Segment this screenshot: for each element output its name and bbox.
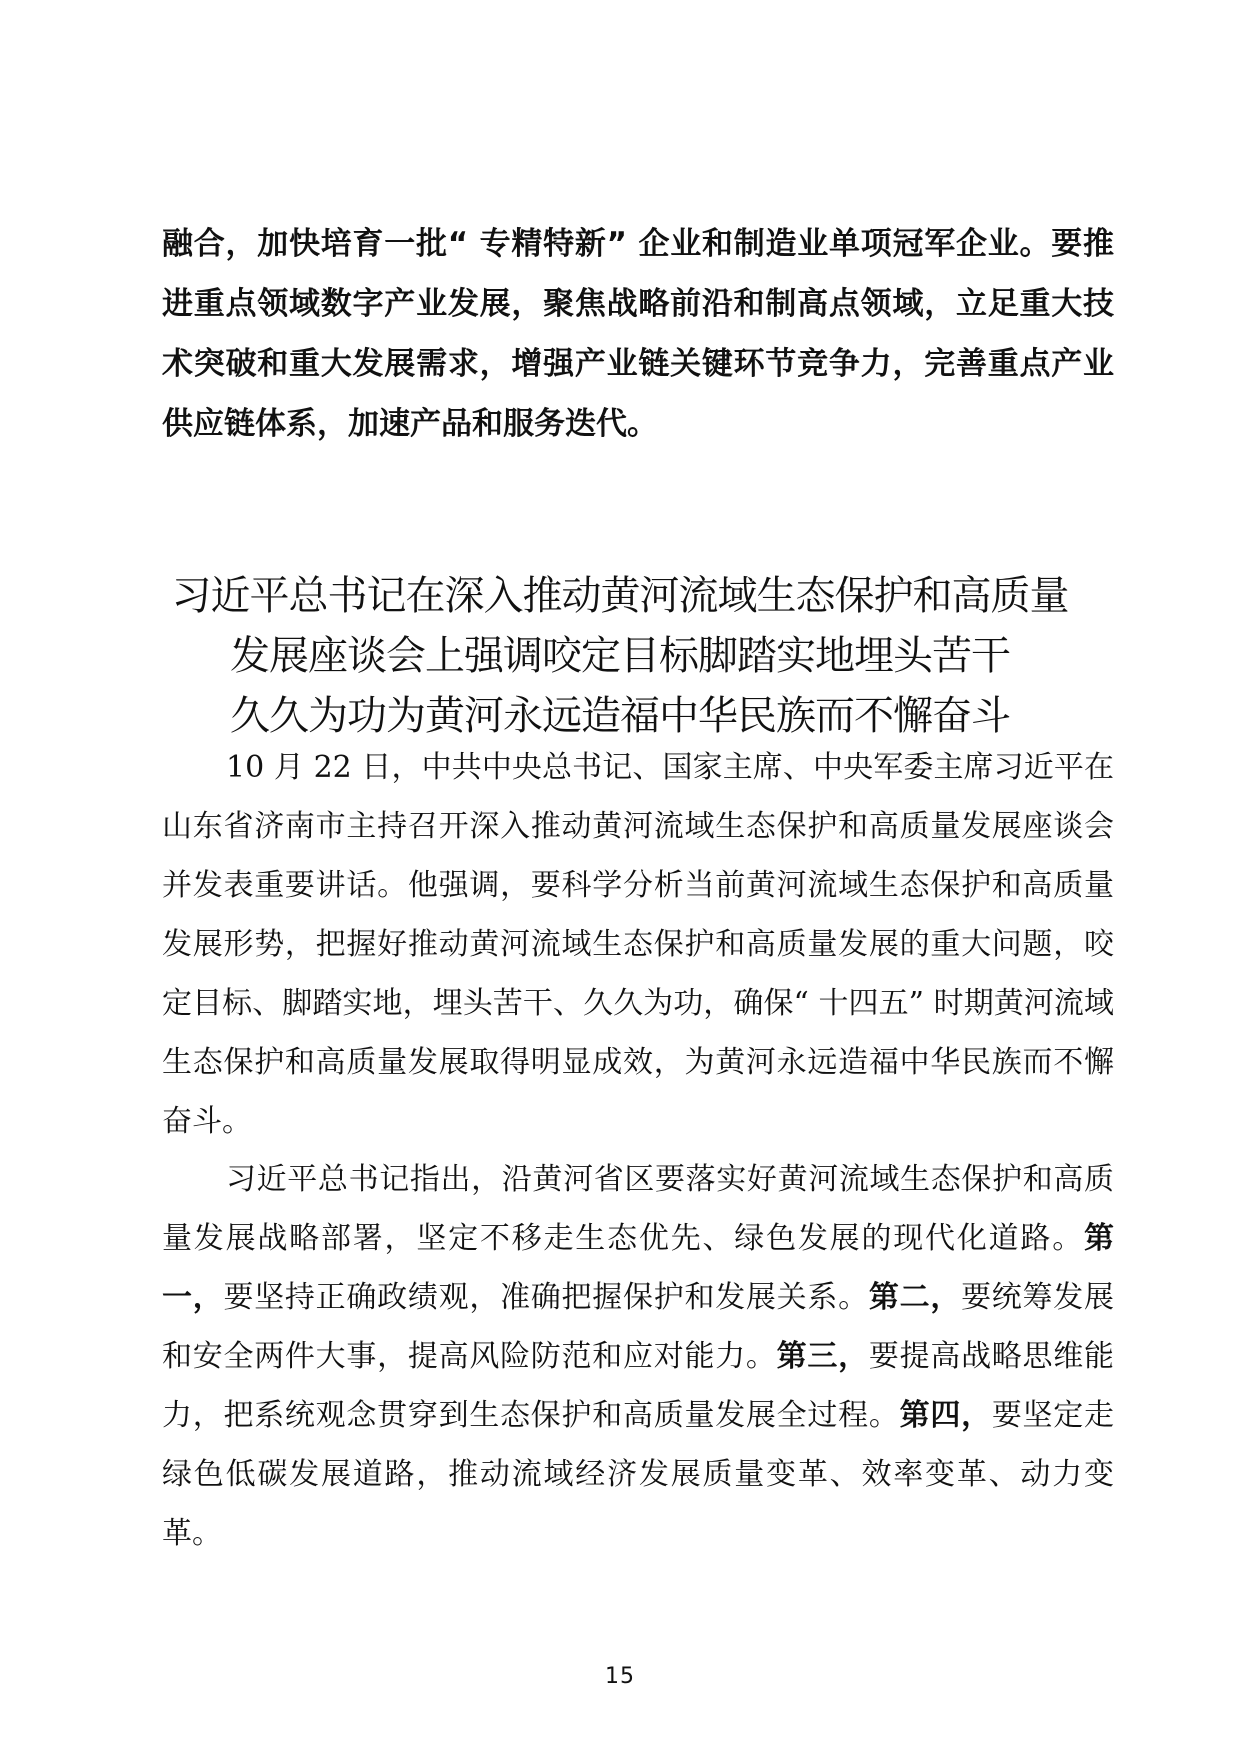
paragraph-2-intro: 习近平总书记指出，沿黄河省区要落实好黄河流域生态保护和高质量发展战略部署，坚定不移走生态优先、绿色发展的现代化道路。 <box>162 1162 1114 1256</box>
point-3-label: 第三， <box>776 1339 869 1374</box>
point-3-text: 要提高战略思维能力，把系统观念贯穿到生态保护和高质量发展全过程。 <box>162 1339 1115 1433</box>
point-2-label: 第二， <box>868 1280 962 1315</box>
page-number: 15 <box>605 1664 635 1689</box>
headline-line-3: 久久为功为黄河永远造福中华民族而不懈奋斗 <box>230 693 1010 739</box>
point-2-text: 要统筹发展和安全两件大事，提高风险防范和应对能力。 <box>162 1280 1115 1374</box>
point-1-label: 第一， <box>162 1221 1114 1315</box>
body-paragraph-1: 10 月 22 日，中共中央总书记、国家主席、中央军委主席习近平在山东省济南市主持召开深入推动黄河流域生态保护和高质量发展座谈会并发表重要讲话。他强调，要科学分析当前黄河流域生态保护和高质量发展形势，把握好推动黄河流域生态保护和高质量发展的重大问题，咬定目标、脚踏实地，埋头苦干、久久为功，确保“ 十四五” 时期黄河流域生态保护和高质量发展取得明显成效，为黄河永远造福中华民族而不懈奋斗。 <box>162 750 1114 1139</box>
continued-bold-paragraph: 融合，加快培育一批“ 专精特新” 企业和制造业单项冠军企业。要推进重点领域数字产业发展，聚焦战略前沿和制高点领域，立足重大技术突破和重大发展需求，增强产业链关键环节竞争力，完善重点产业供应链体系，加速产品和服务迭代。 <box>162 226 1114 442</box>
point-4-label: 第四， <box>899 1398 992 1433</box>
article-headline <box>120 566 1120 746</box>
headline-line-2: 发展座谈会上强调咬定目标脚踏实地埋头苦干 <box>230 633 1010 679</box>
point-4-text: 要坚定走绿色低碳发展道路，推动流域经济发展质量变革、效率变革、动力变革。 <box>162 1398 1115 1551</box>
body-paragraph-2 <box>162 1150 1114 1563</box>
headline-line-1: 习近平总书记在深入推动黄河流域生态保护和高质量 <box>171 573 1069 619</box>
point-1-text: 要坚持正确政绩观，准确把握保护和发展关系。 <box>223 1280 869 1315</box>
